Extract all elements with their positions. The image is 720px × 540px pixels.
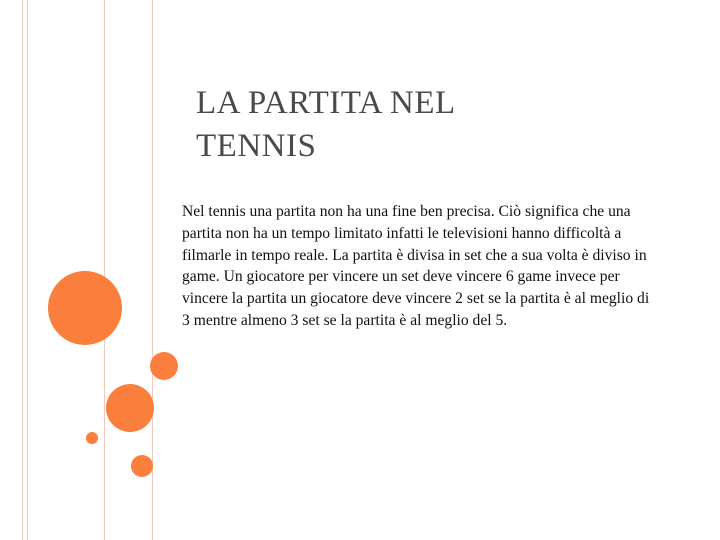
decorative-line xyxy=(22,0,23,540)
slide-title: LA PARTITA NEL TENNIS xyxy=(196,85,456,164)
decorative-line xyxy=(27,0,28,540)
decorative-circle-large xyxy=(48,271,122,345)
decorative-circle-small xyxy=(131,455,153,477)
slide-body-text: Nel tennis una partita non ha una fine ben precisa. Ciò significa che una partita non ha un tempo limitato infatti le televisioni hanno difficoltà a filmarle in tempo reale. La partita è divisa in set che a sua volta è diviso in game. Un giocatore per vincere un set deve vincere 6 game invece per vincere la partita un giocatore deve vincere 2 set se la partita è al meglio di 3 mentre almeno 3 set se la partita è al meglio del 5. xyxy=(182,203,650,329)
decorative-circle-medium xyxy=(150,352,178,380)
decorative-circle-medium xyxy=(106,384,154,432)
decorative-circle-small xyxy=(86,432,98,444)
decorative-line xyxy=(152,0,153,540)
decorative-line xyxy=(104,0,105,540)
